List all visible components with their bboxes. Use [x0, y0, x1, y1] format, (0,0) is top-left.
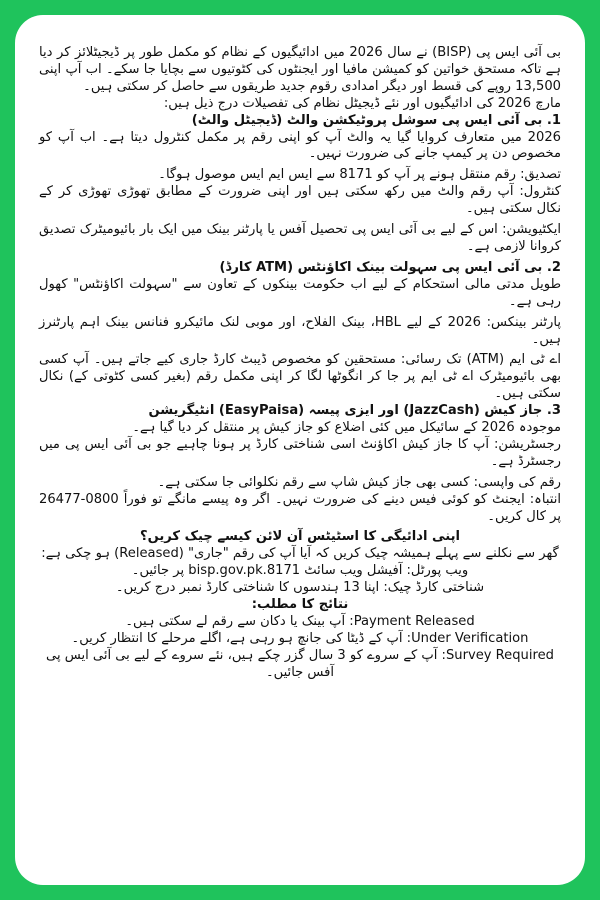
bank-body: طویل مدتی مالی استحکام کے لیے اب حکومت بینکوں کے تعاون سے "سہولت اکاؤنٹس" کھول رہی ہے۔ [39, 276, 561, 309]
jazzcash-point-registration: رجسٹریشن: آپ کا جاز کیش اکاؤنٹ اسی شناختی کارڈ پر ہونا چاہیے جو بی آئی ایس پی میں رجسٹرڈ ہے۔ [39, 436, 561, 469]
results-heading: نتائج کا مطلب: [251, 597, 349, 613]
jazzcash-point-withdrawal: رقم کی واپسی: کسی بھی جاز کیش شاپ سے رقم نکلوائی جا سکتی ہے۔ [157, 474, 561, 490]
status-body: گھر سے نکلنے سے پہلے ہمیشہ چیک کریں کہ آیا آپ کی رقم "جاری" (Released) ہو چکی ہے: [41, 546, 559, 562]
intro-paragraph: بی آئی ایس پی (BISP) نے سال 2026 میں ادائیگیوں کے نظام کو مکمل طور پر ڈیجیٹلائز کر دیا ہے تاکہ مستحق خواتین کو کمیشن مافیا اور ایجنٹوں کی کٹوتیوں سے بچایا جا سکے۔ اب آپ اپنی 13,500 روپے کی قسط اور دیگر امدادی رقوم جدید طریقوں سے حاصل کر سکتی ہیں۔ [39, 45, 561, 94]
wallet-point-activation: ایکٹیویشن: اس کے لیے بی آئی ایس پی تحصیل آفس یا پارٹنر بینک میں ایک بار بائیومیٹرک تصدیق کروانا لازمی ہے۔ [39, 222, 561, 254]
wallet-point-control: کنٹرول: آپ رقم والٹ میں رکھ سکتی ہیں اور اپنی ضرورت کے مطابق تھوڑی تھوڑی کر کے نکال سکتی ہیں۔ [39, 184, 561, 217]
wallet-heading: 1. بی آئی ایس پی سوشل پروٹیکشن والٹ (ڈیجیٹل والٹ) [191, 112, 561, 128]
jazzcash-heading: 3. جاز کیش (JazzCash) اور ایزی پیسہ (EasyPaisa) انٹیگریشن [148, 403, 561, 419]
article-card [15, 15, 585, 885]
overview-line: مارچ 2026 کی ادائیگیوں اور نئے ڈیجیٹل نظام کی تفصیلات درج ذیل ہیں: [163, 95, 561, 111]
result-meaning: : آپ کے سروے کو 3 سال گزر چکے ہیں، نئے سروے کے لیے بی آئی ایس پی آفس جائیں۔ [46, 647, 446, 680]
result-under-verification [39, 631, 561, 648]
wallet-body: 2026 میں متعارف کروایا گیا یہ والٹ آپ کو اپنی رقم پر مکمل کنٹرول دیتا ہے۔ اب آپ کو مخصوص دن پر کیمپ جانے کی ضرورت نہیں۔ [39, 129, 561, 162]
result-meaning: : آپ بینک یا دکان سے رقم لے سکتی ہیں۔ [125, 614, 354, 629]
result-payment-released [39, 614, 561, 631]
bank-heading: 2. بی آئی ایس پی سہولت بینک اکاؤنٹس (ATM کارڈ) [219, 259, 561, 275]
jazzcash-body: موجودہ 2026 کے سائیکل میں کئی اضلاع کو جاز کیش پر منتقل کر دیا گیا ہے۔ [132, 420, 561, 436]
jazzcash-point-warning: انتباہ: ایجنٹ کو کوئی فیس دینے کی ضرورت نہیں۔ اگر وہ پیسے مانگے تو فوراً 0800-26477 پر کال کریں۔ [39, 491, 561, 524]
wallet-point-verification: تصدیق: رقم منتقل ہونے پر آپ کو 8171 سے ایس ایم ایس موصول ہوگا۔ [158, 167, 561, 183]
result-survey-required [39, 648, 561, 682]
result-code: Under Verification [411, 630, 529, 646]
status-point-cnic-check: شناختی کارڈ چیک: اپنا 13 ہندسوں کا شناختی کارڈ نمبر درج کریں۔ [115, 580, 485, 596]
result-code: Payment Released [353, 614, 475, 629]
bank-point-partners: پارٹنر بینکس: 2026 کے لیے HBL، بینک الفلاح، اور موبی لنک مائیکرو فنانس بینک اہم پارٹنرز ہیں۔ [39, 314, 561, 347]
status-point-web-portal: ویب پورٹل: آفیشل ویب سائٹ bisp.gov.pk.8171 پر جائیں۔ [131, 563, 469, 579]
result-code: Survey Required [445, 647, 554, 663]
result-meaning: : آپ کے ڈیٹا کی جانچ ہو رہی ہے، اگلے مرحلے کا انتظار کریں۔ [71, 630, 412, 646]
status-heading: اپنی ادائیگی کا اسٹیٹس آن لائن کیسے چیک کریں؟ [139, 529, 461, 545]
bank-point-atm: اے ٹی ایم (ATM) تک رسائی: مستحقین کو مخصوص ڈیبٹ کارڈ جاری کیے جاتے ہیں۔ آپ کسی بھی بائیومیٹرک اے ٹی ایم پر جا کر انگوٹھا لگا کر اپنی مکمل رقم (بغیر کسی کٹوتی کے) نکال سکتی ہیں۔ [39, 352, 561, 402]
